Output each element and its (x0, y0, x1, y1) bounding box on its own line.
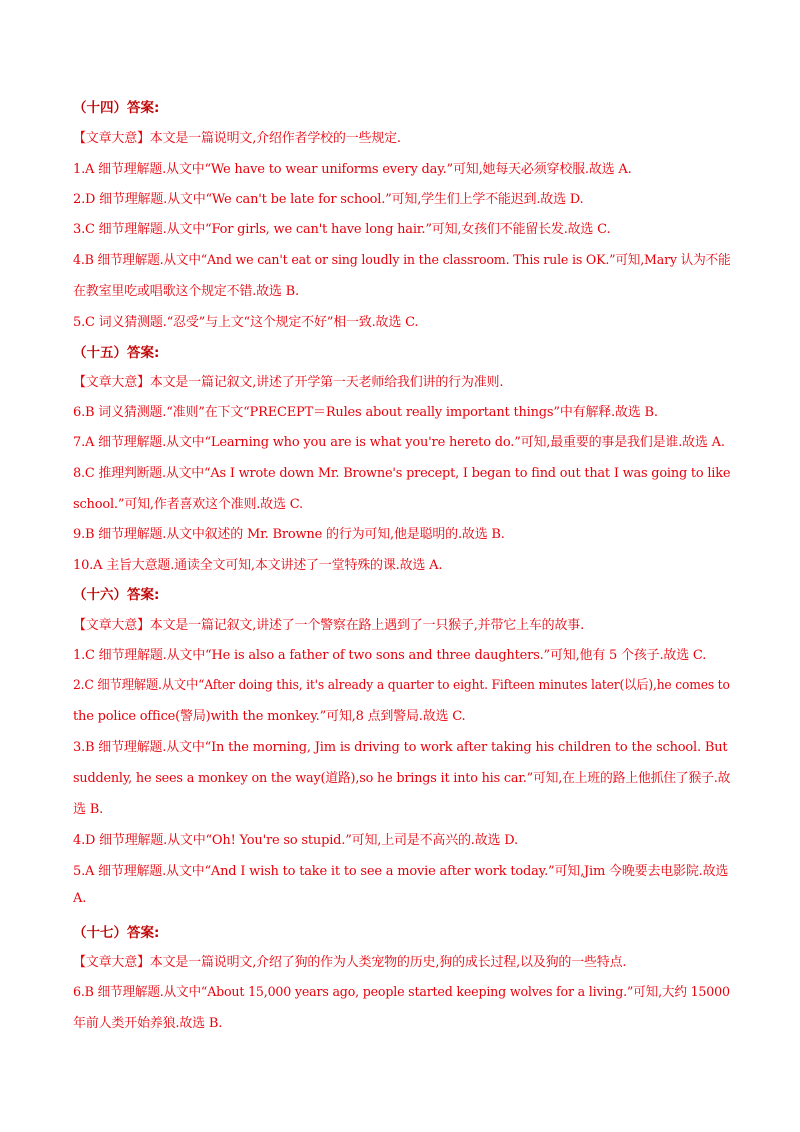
answer-line: school.”可知,作者喜欢这个准则.故选 C. (73, 497, 303, 512)
answer-line: 6.B 词义猜测题.“准则”在下文“PRECEPT＝Rules about really important things”中有解释.故选 B. (73, 405, 658, 420)
answer-line: 6.B 细节理解题.从文中“About 15,000 years ago, people started keeping wolves for a living.”可知,大约 15000 (73, 985, 730, 1000)
section-heading: （十四）答案: (73, 100, 160, 116)
answer-line: 年前人类开始养狼.故选 B. (73, 1016, 223, 1031)
section-heading: （十七）答案: (73, 925, 160, 941)
answer-line: 3.C 细节理解题.从文中“For girls, we can't have long hair.”可知,女孩们不能留长发.故选 C. (73, 222, 611, 237)
answer-line: 4.D 细节理解题.从文中“Oh! You're so stupid.”可知,上司是不高兴的.故选 D. (73, 833, 518, 848)
answer-line: 9.B 细节理解题.从文中叙述的 Mr. Browne 的行为可知,他是聪明的.故选 B. (73, 527, 505, 542)
answer-line: 选 B. (73, 802, 104, 817)
answer-line: 2.D 细节理解题.从文中“We can't be late for school.”可知,学生们上学不能迟到.故选 D. (73, 192, 584, 207)
answer-line: 10.A 主旨大意题.通读全文可知,本文讲述了一堂特殊的课.故选 A. (73, 558, 443, 573)
answer-line: 4.B 细节理解题.从文中“And we can't eat or sing loudly in the classroom. This rule is OK.”可知,Mary 认为不能 (73, 253, 731, 268)
answer-line: A. (73, 891, 87, 906)
section-summary: 【文章大意】本文是一篇记叙文,讲述了一个警察在路上遇到了一只猴子,并带它上车的故事. (73, 618, 584, 633)
answer-line: 7.A 细节理解题.从文中“Learning who you are is what you're hereto do.”可知,最重要的事是我们是谁.故选 A. (73, 435, 725, 450)
answer-line: 1.A 细节理解题.从文中“We have to wear uniforms every day.”可知,她每天必须穿校服.故选 A. (73, 162, 632, 177)
answer-line: 在教室里吃或唱歌这个规定不错.故选 B. (73, 284, 299, 299)
answer-line: 8.C 推理判断题.从文中“As I wrote down Mr. Browne's precept, I began to find out that I was going to like (73, 466, 731, 481)
answer-line: 3.B 细节理解题.从文中“In the morning, Jim is driving to work after taking his children to the school. But (73, 740, 728, 755)
answer-line: 5.C 词义猜测题.“忍受”与上文“这个规定不好”相一致.故选 C. (73, 315, 419, 330)
section-summary: 【文章大意】本文是一篇说明文,介绍了狗的作为人类宠物的历史,狗的成长过程,以及狗的一些特点. (73, 955, 627, 970)
answer-line: the police office(警局)with the monkey.”可知,8 点到警局.故选 C. (73, 709, 466, 724)
section-heading: （十六）答案: (73, 587, 160, 603)
section-heading: （十五）答案: (73, 345, 160, 361)
answer-line: 5.A 细节理解题.从文中“And I wish to take it to see a movie after work today.”可知,Jim 今晚要去电影院.故选 (73, 864, 729, 879)
answer-line: 2.C 细节理解题.从文中“After doing this, it's already a quarter to eight. Fifteen minutes later(以后),he comes to (73, 678, 730, 693)
section-summary: 【文章大意】本文是一篇记叙文,讲述了开学第一天老师给我们讲的行为准则. (73, 375, 504, 390)
answer-line: suddenly, he sees a monkey on the way(道路),so he brings it into his car.”可知,在上班的路上他抓住了猴子.故 (73, 771, 731, 786)
answer-line: 1.C 细节理解题.从文中“He is also a father of two sons and three daughters.”可知,他有 5 个孩子.故选 C. (73, 648, 707, 663)
section-summary: 【文章大意】本文是一篇说明文,介绍作者学校的一些规定. (73, 131, 401, 146)
